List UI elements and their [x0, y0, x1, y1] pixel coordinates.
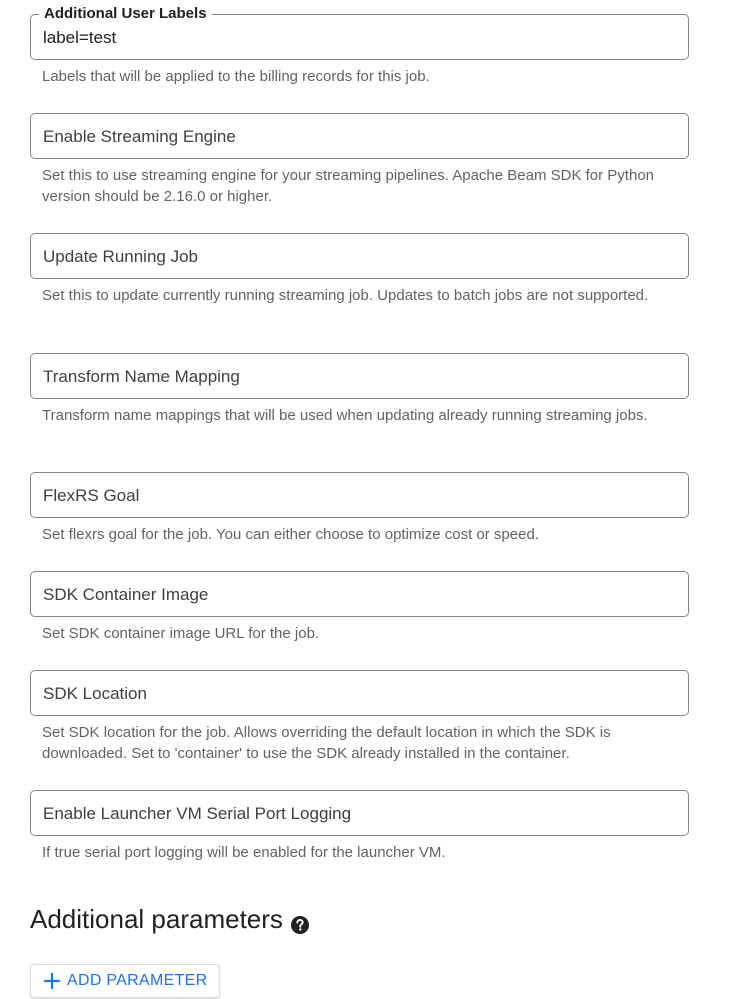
sdk-container-image-input[interactable] — [30, 571, 689, 617]
transform-name-mapping-input[interactable] — [30, 353, 689, 399]
update-running-job-hint: Set this to update currently running streaming job. Updates to batch jobs are not supported. — [42, 287, 649, 304]
update-running-job-input[interactable] — [30, 233, 689, 279]
field-additional-user-labels — [30, 5, 689, 87]
update-running-job-placeholder: Update Running Job — [43, 247, 199, 266]
sdk-container-image-placeholder: SDK Container Image — [43, 585, 209, 604]
additional-parameters-heading — [30, 902, 310, 936]
sdk-location-hint: Set SDK location for the job. Allows overriding the default location in which the SDK is downloaded. Set to 'container' to use the SDK already installed in the container. — [42, 724, 611, 762]
field-flexrs-goal — [30, 472, 689, 545]
additional-user-labels-label: Additional User Labels — [39, 5, 212, 23]
launcher-vm-serial-port-logging-hint: If true serial port logging will be enabled for the launcher VM. — [42, 844, 446, 861]
additional-user-labels-value: label=test — [43, 28, 117, 47]
question-circle-icon[interactable] — [290, 909, 310, 929]
field-sdk-location — [30, 670, 689, 764]
enable-streaming-engine-placeholder: Enable Streaming Engine — [43, 127, 236, 146]
enable-streaming-engine-input[interactable] — [30, 113, 689, 159]
sdk-container-image-hint: Set SDK container image URL for the job. — [42, 625, 320, 642]
flexrs-goal-input[interactable] — [30, 472, 689, 518]
plus-icon — [43, 972, 61, 990]
additional-parameters-title: Additional parameters — [30, 904, 283, 934]
field-sdk-container-image — [30, 571, 689, 644]
transform-name-mapping-hint: Transform name mappings that will be used when updating already running streaming jobs. — [42, 407, 648, 424]
sdk-location-placeholder: SDK Location — [43, 684, 147, 703]
field-update-running-job — [30, 233, 689, 306]
launcher-vm-serial-port-logging-placeholder: Enable Launcher VM Serial Port Logging — [43, 804, 352, 823]
transform-name-mapping-placeholder: Transform Name Mapping — [43, 367, 240, 386]
enable-streaming-engine-hint: Set this to use streaming engine for your streaming pipelines. Apache Beam SDK for Python version should be 2.16.0 or higher. — [42, 167, 654, 205]
field-transform-name-mapping — [30, 353, 689, 426]
field-launcher-vm-serial-port-logging — [30, 790, 689, 863]
sdk-location-input[interactable] — [30, 670, 689, 716]
add-parameter-label: ADD PARAMETER — [67, 972, 208, 989]
launcher-vm-serial-port-logging-input[interactable] — [30, 790, 689, 836]
flexrs-goal-hint: Set flexrs goal for the job. You can either choose to optimize cost or speed. — [42, 526, 539, 543]
field-enable-streaming-engine — [30, 113, 689, 207]
add-parameter-button[interactable] — [30, 964, 220, 998]
additional-user-labels-hint: Labels that will be applied to the billing records for this job. — [42, 68, 430, 85]
flexrs-goal-placeholder: FlexRS Goal — [43, 486, 140, 505]
additional-user-labels-input[interactable] — [30, 5, 689, 60]
